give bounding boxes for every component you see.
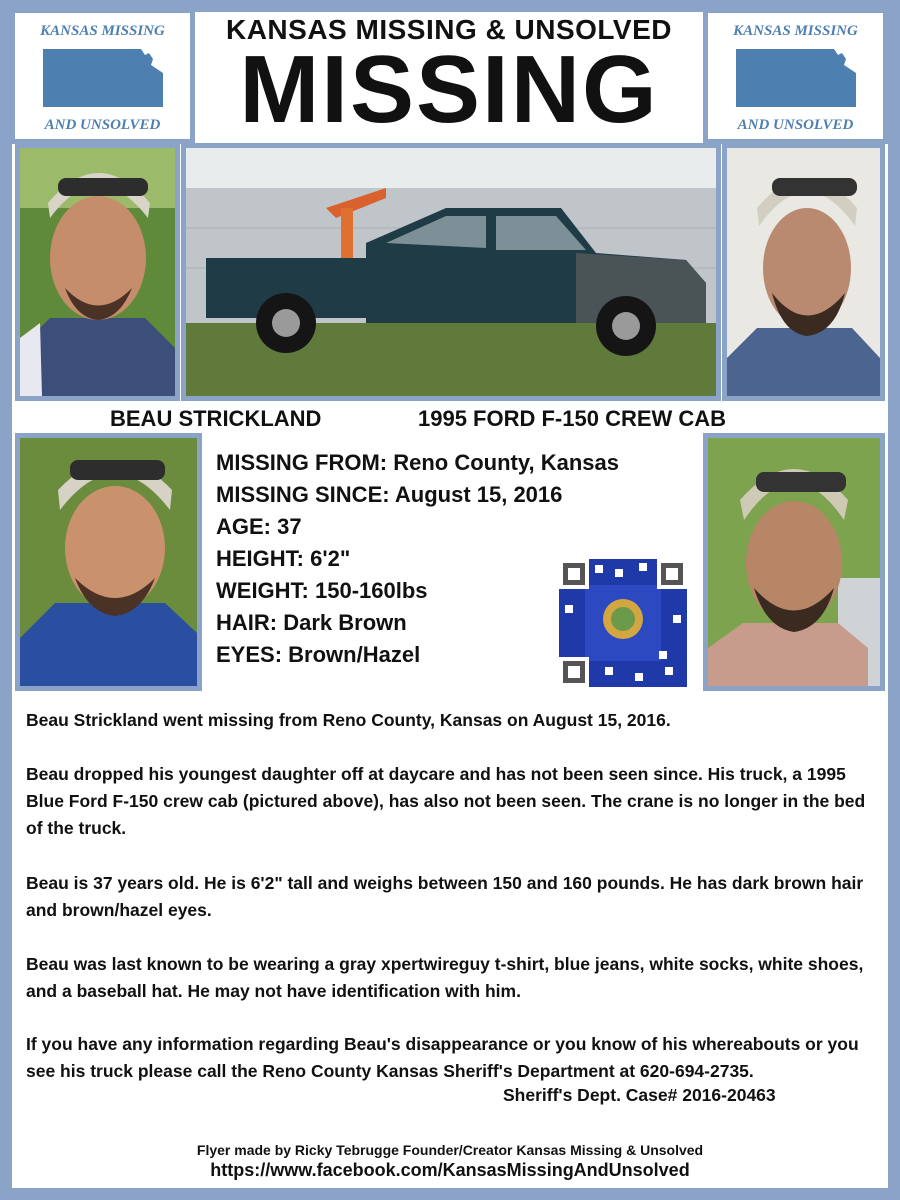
circumstances-paragraph: Beau dropped his youngest daughter off at daycare and has not been seen since. His truck, a 1995 Blue Ford F-150 crew cab (pictured above), has also not been seen. The crane is no longer in the bed of the truck. xyxy=(26,764,866,838)
org-logo-right xyxy=(703,8,888,144)
photo-portrait-3 xyxy=(15,433,202,691)
photo-portrait-4 xyxy=(703,433,885,691)
logo-top-text: KANSAS MISSING xyxy=(733,23,858,39)
flyer-credit: Flyer made by Ricky Tebrugge Founder/Creator Kansas Missing & Unsolved xyxy=(196,1142,704,1158)
photo-portrait-1 xyxy=(15,143,180,401)
detail-weight: WEIGHT: 150-160lbs xyxy=(216,578,428,603)
logo-bottom-text: AND UNSOLVED xyxy=(44,117,161,133)
detail-height: HEIGHT: 6'2" xyxy=(216,546,351,571)
contact-paragraph: If you have any information regarding Beau's disappearance or you know of his whereabouts or you see his truck please call the Reno County Kansas Sheriff's Department at 620-694-2735. xyxy=(26,1034,859,1081)
summary-paragraph: Beau Strickland went missing from Reno County, Kansas on August 15, 2016. xyxy=(26,710,671,730)
kansas-map-icon xyxy=(41,47,165,109)
kansas-map-icon xyxy=(734,47,858,109)
missing-title: MISSING xyxy=(239,36,659,143)
logo-top-text: KANSAS MISSING xyxy=(40,23,165,39)
detail-eyes: EYES: Brown/Hazel xyxy=(216,642,421,667)
detail-hair: HAIR: Dark Brown xyxy=(216,610,407,635)
case-number: Sheriff's Dept. Case# 2016-20463 xyxy=(503,1085,776,1105)
qr-code-icon[interactable] xyxy=(555,555,691,691)
org-logo-left xyxy=(10,8,195,144)
facebook-link[interactable]: https://www.facebook.com/KansasMissingAndUnsolved xyxy=(210,1160,690,1180)
photo-truck xyxy=(181,143,721,401)
org-title: KANSAS MISSING & UNSOLVED xyxy=(225,14,673,45)
logo-bottom-text: AND UNSOLVED xyxy=(737,117,854,133)
description-paragraph: Beau is 37 years old. He is 6'2" tall and weighs between 150 and 160 pounds. He has dark brown hair and brown/hazel eyes. xyxy=(26,873,864,920)
photo-portrait-2 xyxy=(722,143,885,401)
clothing-paragraph: Beau was last known to be wearing a gray xpertwireguy t-shirt, blue jeans, white socks, white shoes, and a baseball hat. He may not have identification with him. xyxy=(26,954,864,1001)
detail-age: AGE: 37 xyxy=(216,514,302,539)
person-name-caption: BEAU STRICKLAND xyxy=(110,406,322,431)
detail-missing-since: MISSING SINCE: August 15, 2016 xyxy=(216,482,563,507)
vehicle-caption: 1995 FORD F-150 CREW CAB xyxy=(418,406,727,431)
detail-missing-from: MISSING FROM: Reno County, Kansas xyxy=(216,450,619,475)
